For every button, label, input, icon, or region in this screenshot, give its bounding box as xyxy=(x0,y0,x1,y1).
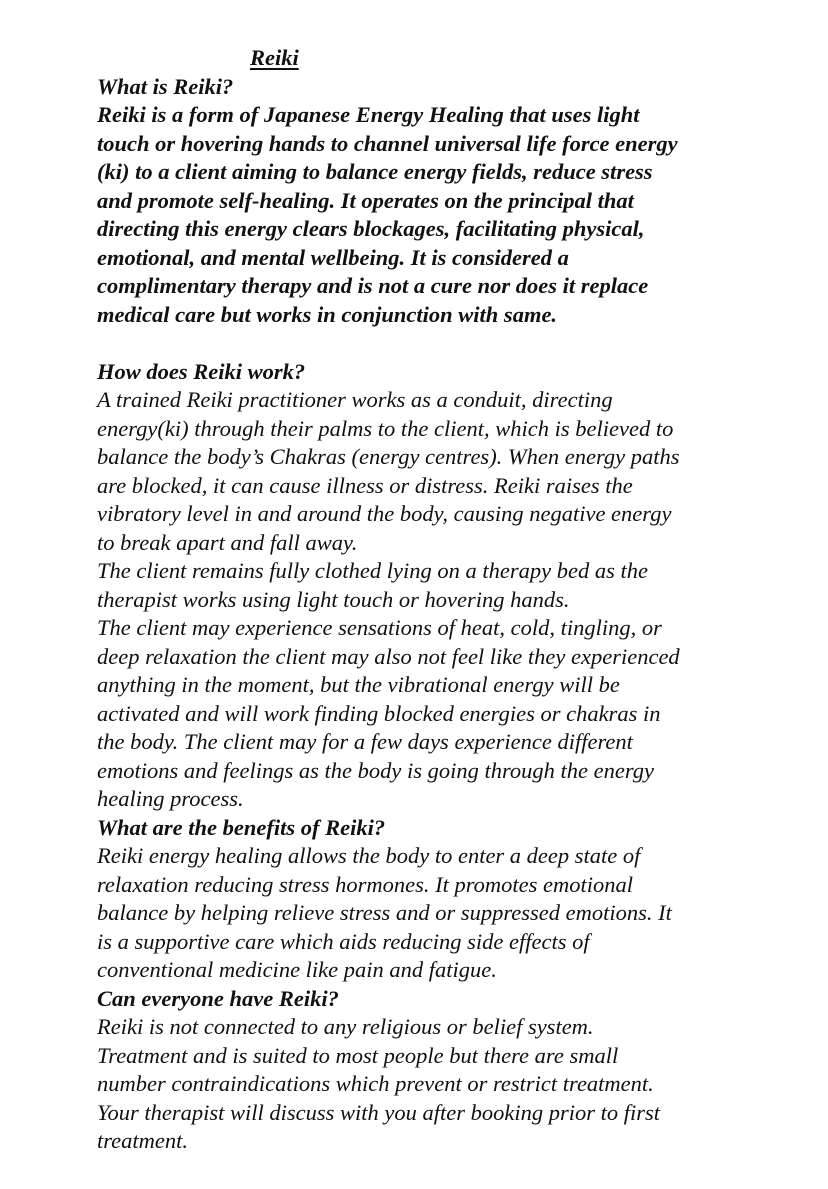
body-text-line: emotions and feelings as the body is going through the energy xyxy=(97,757,655,783)
body-text-line: Reiki energy healing allows the body to enter a deep state of xyxy=(97,843,641,868)
body-text-line: directing this energy clears blockages, facilitating physical, xyxy=(97,216,645,241)
body-text-line: A trained Reiki practitioner works as a conduit, directing xyxy=(97,387,613,412)
section-heading: What are the benefits of Reiki? xyxy=(97,814,386,840)
body-text-line: balance by helping relieve stress and or suppressed emotions. It xyxy=(97,900,672,925)
document-body xyxy=(97,73,817,1156)
body-text-line: deep relaxation the client may also not feel like they experienced xyxy=(97,643,680,669)
body-text-line: anything in the moment, but the vibrational energy will be xyxy=(97,672,620,697)
body-text-line: treatment. xyxy=(97,1128,189,1153)
section-heading: How does Reiki work? xyxy=(97,358,306,384)
paragraph-spacer xyxy=(97,329,817,358)
section-benefits-of-reiki xyxy=(97,814,817,985)
body-text-line: therapist works using light touch or hovering hands. xyxy=(97,586,570,612)
body-text-line: the body. The client may for a few days experience different xyxy=(97,729,633,754)
body-text-line: and promote self-healing. It operates on the principal that xyxy=(97,187,634,213)
document-title: Reiki xyxy=(250,45,299,70)
body-text-line: balance the body’s Chakras (energy centres). When energy paths xyxy=(97,444,680,469)
body-text-line: emotional, and mental wellbeing. It is considered a xyxy=(97,244,569,270)
body-text-line: conventional medicine like pain and fatigue. xyxy=(97,957,497,982)
section-what-is-reiki xyxy=(97,73,817,330)
body-text-line: vibratory level in and around the body, causing negative energy xyxy=(97,501,672,526)
body-text-line: (ki) to a client aiming to balance energy fields, reduce stress xyxy=(97,159,653,184)
body-text-line: to break apart and fall away. xyxy=(97,529,358,555)
body-text-line: Reiki is not connected to any religious or belief system. xyxy=(97,1014,594,1039)
body-text-line: Reiki is a form of Japanese Energy Healing that uses light xyxy=(97,102,640,127)
section-can-everyone-have-reiki xyxy=(97,985,817,1156)
body-text-line: touch or hovering hands to channel universal life force energy xyxy=(97,130,678,156)
section-heading: Can everyone have Reiki? xyxy=(97,985,339,1011)
body-text-line: energy(ki) through their palms to the client, which is believed to xyxy=(97,415,674,441)
body-text-line: The client remains fully clothed lying on a therapy bed as the xyxy=(97,558,648,583)
body-text-line: medical care but works in conjunction with same. xyxy=(97,301,558,327)
section-how-does-reiki-work xyxy=(97,329,817,814)
body-text-line: The client may experience sensations of heat, cold, tingling, or xyxy=(97,615,662,640)
body-text-line: is a supportive care which aids reducing side effects of xyxy=(97,928,590,954)
body-text-line: complimentary therapy and is not a cure nor does it replace xyxy=(97,273,649,298)
body-text-line: are blocked, it can cause illness or distress. Reiki raises the xyxy=(97,472,633,498)
body-text-line: relaxation reducing stress hormones. It promotes emotional xyxy=(97,871,633,897)
body-text-line: Treatment and is suited to most people but there are small xyxy=(97,1042,619,1068)
body-text-line: activated and will work finding blocked energies or chakras in xyxy=(97,700,661,726)
body-text-line: Your therapist will discuss with you after booking prior to first xyxy=(97,1099,660,1125)
section-heading: What is Reiki? xyxy=(97,73,234,99)
body-text-line: healing process. xyxy=(97,786,244,811)
body-text-line: number contraindications which prevent or restrict treatment. xyxy=(97,1071,654,1096)
document-page xyxy=(97,44,817,1156)
